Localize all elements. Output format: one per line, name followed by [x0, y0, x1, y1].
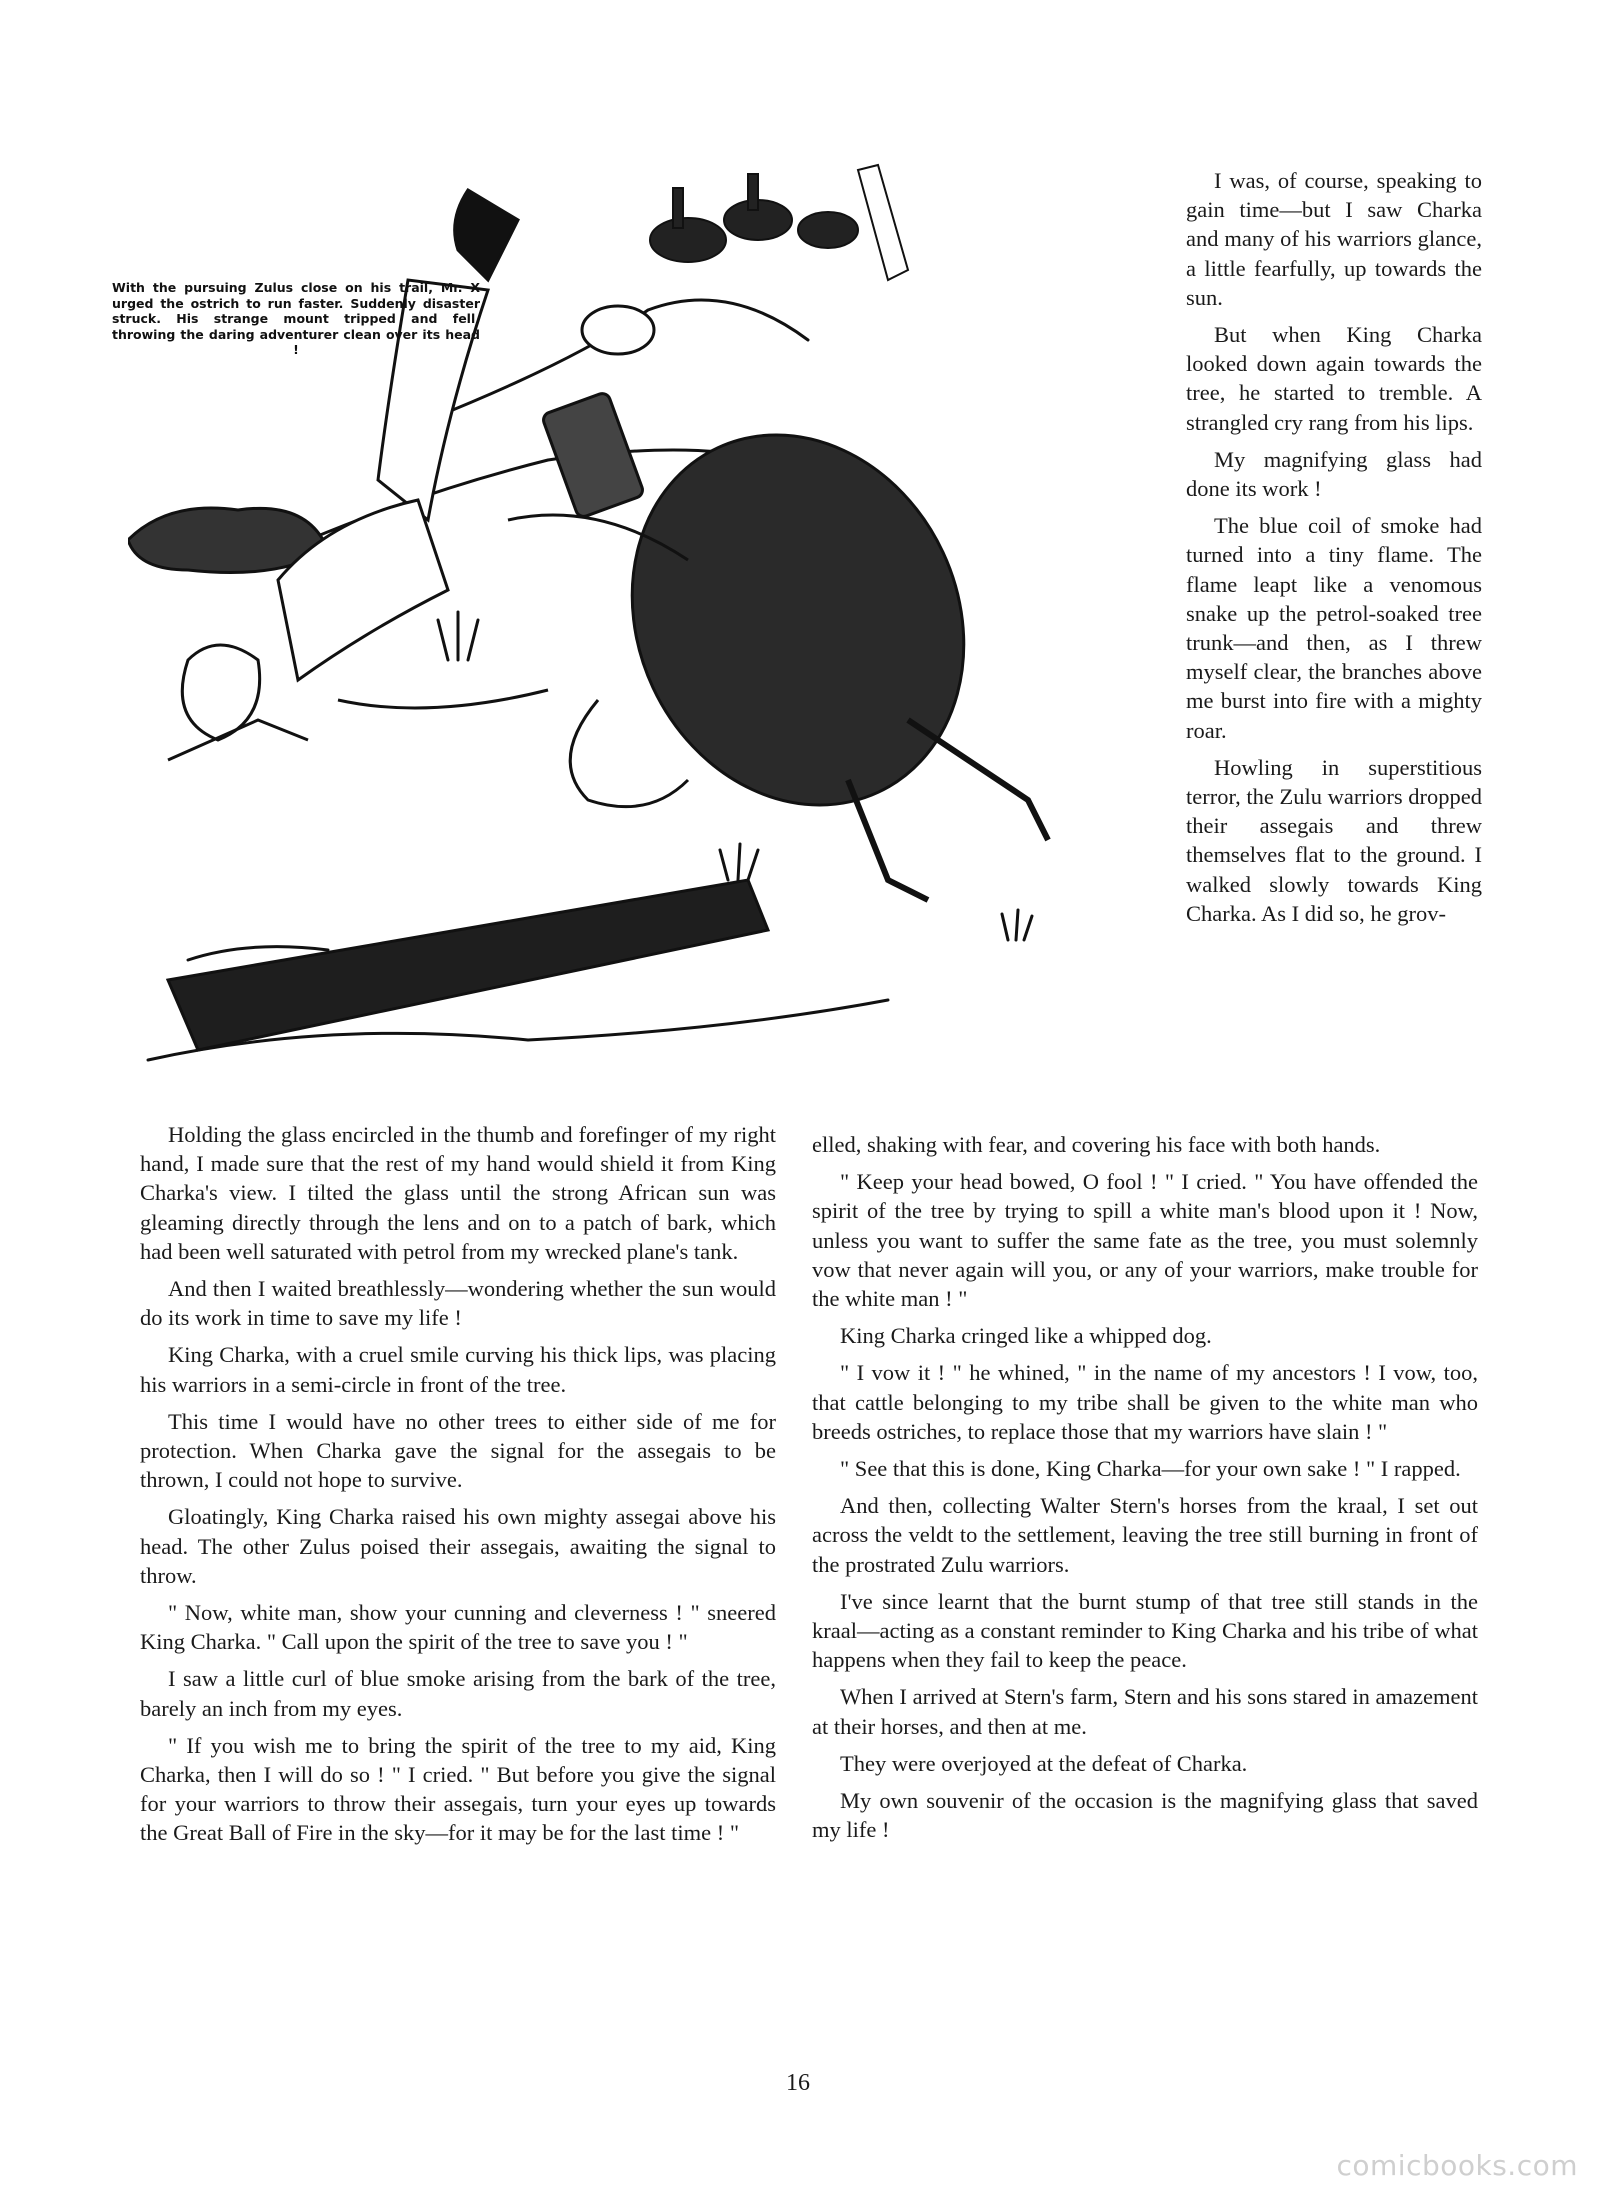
paragraph-continuation: elled, shaking with fear, and covering his face with both hands.	[812, 1132, 1381, 1157]
paragraph: King Charka, with a cruel smile curving his thick lips, was placing his warriors in a semi-circle in front of the tree.	[140, 1342, 776, 1397]
left-column	[140, 1120, 776, 1856]
paragraph: " Now, white man, show your cunning and cleverness ! " sneered King Charka. " Call upon the spirit of the tree to save you ! "	[140, 1600, 776, 1655]
paragraph: They were overjoyed at the defeat of Charka.	[840, 1750, 1248, 1776]
paragraph: Holding the glass encircled in the thumb and forefinger of my right hand, I made sure that the rest of my hand would shield it from King Charka's view. I tilted the glass until the strong African sun was gleaming directly through the lens and on to a patch of bark, which had been well saturated with petrol from my wrecked plane's tank.	[140, 1122, 776, 1264]
paragraph: " If you wish me to bring the spirit of the tree to my aid, King Charka, then I will do so ! " I cried. " But before you give the signal for your warriors to throw their assegais, turn your eyes up towards the Great Ball of Fire in the sky—for it may be for the last time ! "	[140, 1732, 776, 1846]
paragraph: And then, collecting Walter Stern's horses from the kraal, I set out across the veldt to the settlement, leaving the tree still burning in front of the prostrated Zulu warriors.	[812, 1493, 1478, 1577]
paragraph: I was, of course, speaking to gain time—but I saw Charka and many of his warriors glance, a little fearfully, up towards the sun.	[1186, 168, 1482, 310]
illustration-caption: With the pursuing Zulus close on his trail, Mr. X urged the ostrich to run faster. Suddenly disaster struck. His strange mount tripped and fell, throwing the daring adventurer clean over its head !	[112, 280, 480, 357]
paragraph: " I vow it ! " he whined, " in the name of my ancestors ! I vow, too, that cattle belonging to my tribe shall be given to the white man who breeds ostriches, to replace those that my warriors have slain ! "	[812, 1360, 1478, 1444]
right-column-top	[1186, 166, 1482, 936]
paragraph: This time I would have no other trees to either side of me for protection. When Charka gave the signal for the assegais to be thrown, I could not hope to survive.	[140, 1408, 776, 1493]
paragraph: Gloatingly, King Charka raised his own mighty assegai above his head. The other Zulus poised their assegais, awaiting the signal to throw.	[140, 1504, 776, 1588]
paragraph: King Charka cringed like a whipped dog.	[840, 1323, 1212, 1349]
watermark: comicbooks.com	[1336, 2149, 1578, 2182]
paragraph: My magnifying glass had done its work !	[1186, 446, 1482, 502]
paragraph: I've since learnt that the burnt stump of that tree still stands in the kraal—acting as a constant reminder to King Charka and his tribe of what happens when they fail to keep the peace.	[812, 1588, 1478, 1673]
page-number: 16	[786, 2070, 810, 2096]
paragraph: The blue coil of smoke had turned into a tiny flame. The flame leapt like a venomous snake up the petrol-soaked tree trunk—and then, as I threw myself clear, the branches above me burst into fire with a mighty roar.	[1186, 513, 1482, 743]
paragraph: When I arrived at Stern's farm, Stern and his sons stared in amazement at their horses, and then at me.	[812, 1684, 1478, 1739]
paragraph: But when King Charka looked down again towards the tree, he started to tremble. A strangled cry rang from his lips.	[1186, 322, 1482, 435]
paragraph: Howling in superstitious terror, the Zulu warriors dropped their assegais and threw themselves flat to the ground. I walked slowly towards King Charka. As I did so, he grov-	[1186, 754, 1482, 926]
paragraph: " See that this is done, King Charka—for your own sake ! " I rapped.	[840, 1456, 1461, 1482]
paragraph: My own souvenir of the occasion is the magnifying glass that saved my life !	[812, 1788, 1478, 1843]
paragraph: " Keep your head bowed, O fool ! " I cried. " You have offended the spirit of the tree by trying to spill a white man's blood upon it ! Now, unless you want to suffer the same fate as the tree, you must solemnly vow that never again will you, or any of your warriors, make trouble for the white man ! "	[812, 1169, 1478, 1312]
paragraph: I saw a little curl of blue smoke arising from the bark of the tree, barely an inch from my eyes.	[140, 1666, 776, 1721]
paragraph: And then I waited breathlessly—wondering whether the sun would do its work in time to save my life !	[140, 1276, 776, 1331]
right-column-bottom	[812, 1130, 1478, 1852]
